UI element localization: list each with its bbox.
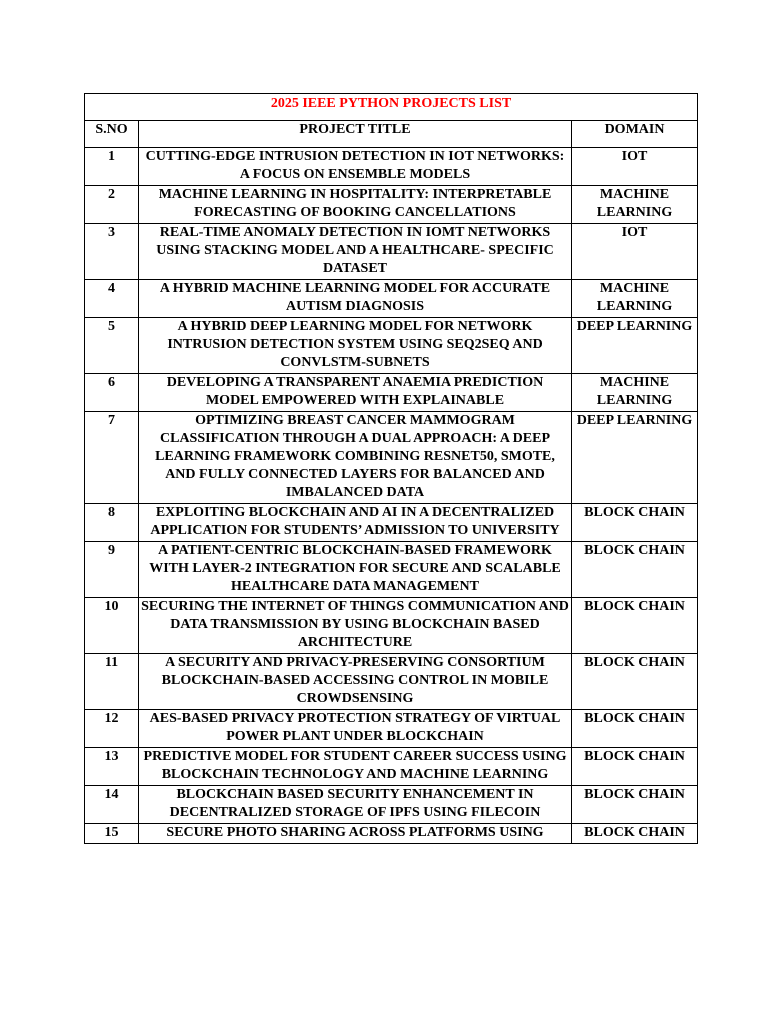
table-row — [85, 748, 698, 786]
row-sno: 12 — [85, 710, 139, 748]
table-row — [85, 148, 698, 186]
table-header-row — [85, 121, 698, 148]
row-domain: BLOCK CHAIN — [572, 824, 698, 844]
row-project-title: A HYBRID MACHINE LEARNING MODEL FOR ACCURATE AUTISM DIAGNOSIS — [139, 280, 572, 318]
table-row — [85, 280, 698, 318]
header-sno: S.NO — [85, 121, 139, 148]
row-sno: 1 — [85, 148, 139, 186]
row-project-title: AES-BASED PRIVACY PROTECTION STRATEGY OF VIRTUAL POWER PLANT UNDER BLOCKCHAIN — [139, 710, 572, 748]
table-row — [85, 542, 698, 598]
row-project-title: CUTTING-EDGE INTRUSION DETECTION IN IOT NETWORKS: A FOCUS ON ENSEMBLE MODELS — [139, 148, 572, 186]
row-project-title: DEVELOPING A TRANSPARENT ANAEMIA PREDICTION MODEL EMPOWERED WITH EXPLAINABLE — [139, 374, 572, 412]
row-project-title: MACHINE LEARNING IN HOSPITALITY: INTERPRETABLE FORECASTING OF BOOKING CANCELLATIONS — [139, 186, 572, 224]
header-project-title: PROJECT TITLE — [139, 121, 572, 148]
row-project-title: EXPLOITING BLOCKCHAIN AND AI IN A DECENTRALIZED APPLICATION FOR STUDENTS’ ADMISSION TO UNIVERSITY — [139, 504, 572, 542]
row-project-title: REAL-TIME ANOMALY DETECTION IN IOMT NETWORKS USING STACKING MODEL AND A HEALTHCARE- SPECIFIC DATASET — [139, 224, 572, 280]
row-domain: IOT — [572, 148, 698, 186]
table-row — [85, 710, 698, 748]
row-domain: DEEP LEARNING — [572, 412, 698, 504]
table-title: 2025 IEEE PYTHON PROJECTS LIST — [85, 94, 698, 121]
document-page — [84, 93, 697, 844]
table-row — [85, 786, 698, 824]
row-sno: 7 — [85, 412, 139, 504]
table-row — [85, 224, 698, 280]
row-sno: 15 — [85, 824, 139, 844]
row-sno: 13 — [85, 748, 139, 786]
row-project-title: BLOCKCHAIN BASED SECURITY ENHANCEMENT IN DECENTRALIZED STORAGE OF IPFS USING FILECOIN — [139, 786, 572, 824]
table-row — [85, 318, 698, 374]
row-project-title: SECURING THE INTERNET OF THINGS COMMUNICATION AND DATA TRANSMISSION BY USING BLOCKCHAIN BASED ARCHITECTURE — [139, 598, 572, 654]
row-project-title: A HYBRID DEEP LEARNING MODEL FOR NETWORK INTRUSION DETECTION SYSTEM USING SEQ2SEQ AND CONVLSTM-SUBNETS — [139, 318, 572, 374]
row-sno: 8 — [85, 504, 139, 542]
table-title-row — [85, 94, 698, 121]
header-domain: DOMAIN — [572, 121, 698, 148]
projects-table — [84, 93, 698, 844]
row-domain: MACHINE LEARNING — [572, 374, 698, 412]
table-row — [85, 598, 698, 654]
row-domain: BLOCK CHAIN — [572, 542, 698, 598]
table-row — [85, 186, 698, 224]
row-domain: MACHINE LEARNING — [572, 280, 698, 318]
table-row — [85, 504, 698, 542]
row-domain: IOT — [572, 224, 698, 280]
row-sno: 3 — [85, 224, 139, 280]
row-sno: 11 — [85, 654, 139, 710]
row-sno: 4 — [85, 280, 139, 318]
row-project-title: PREDICTIVE MODEL FOR STUDENT CAREER SUCCESS USING BLOCKCHAIN TECHNOLOGY AND MACHINE LEARNING — [139, 748, 572, 786]
row-sno: 10 — [85, 598, 139, 654]
row-project-title: OPTIMIZING BREAST CANCER MAMMOGRAM CLASSIFICATION THROUGH A DUAL APPROACH: A DEEP LEARNING FRAMEWORK COMBINING RESNET50, SMOTE, AND FULLY CONNECTED LAYERS FOR BALANCED AND IMBALANCED DATA — [139, 412, 572, 504]
row-domain: MACHINE LEARNING — [572, 186, 698, 224]
row-domain: BLOCK CHAIN — [572, 748, 698, 786]
row-sno: 2 — [85, 186, 139, 224]
row-project-title: A PATIENT-CENTRIC BLOCKCHAIN-BASED FRAMEWORK WITH LAYER-2 INTEGRATION FOR SECURE AND SCALABLE HEALTHCARE DATA MANAGEMENT — [139, 542, 572, 598]
projects-table-body — [85, 94, 698, 844]
row-sno: 14 — [85, 786, 139, 824]
row-sno: 9 — [85, 542, 139, 598]
row-domain: BLOCK CHAIN — [572, 598, 698, 654]
table-row — [85, 374, 698, 412]
row-project-title: SECURE PHOTO SHARING ACROSS PLATFORMS USING — [139, 824, 572, 844]
row-domain: BLOCK CHAIN — [572, 654, 698, 710]
row-domain: BLOCK CHAIN — [572, 504, 698, 542]
row-sno: 6 — [85, 374, 139, 412]
table-row — [85, 654, 698, 710]
table-row — [85, 824, 698, 844]
row-domain: BLOCK CHAIN — [572, 786, 698, 824]
row-domain: BLOCK CHAIN — [572, 710, 698, 748]
table-row — [85, 412, 698, 504]
row-sno: 5 — [85, 318, 139, 374]
row-project-title: A SECURITY AND PRIVACY-PRESERVING CONSORTIUM BLOCKCHAIN-BASED ACCESSING CONTROL IN MOBILE CROWDSENSING — [139, 654, 572, 710]
row-domain: DEEP LEARNING — [572, 318, 698, 374]
